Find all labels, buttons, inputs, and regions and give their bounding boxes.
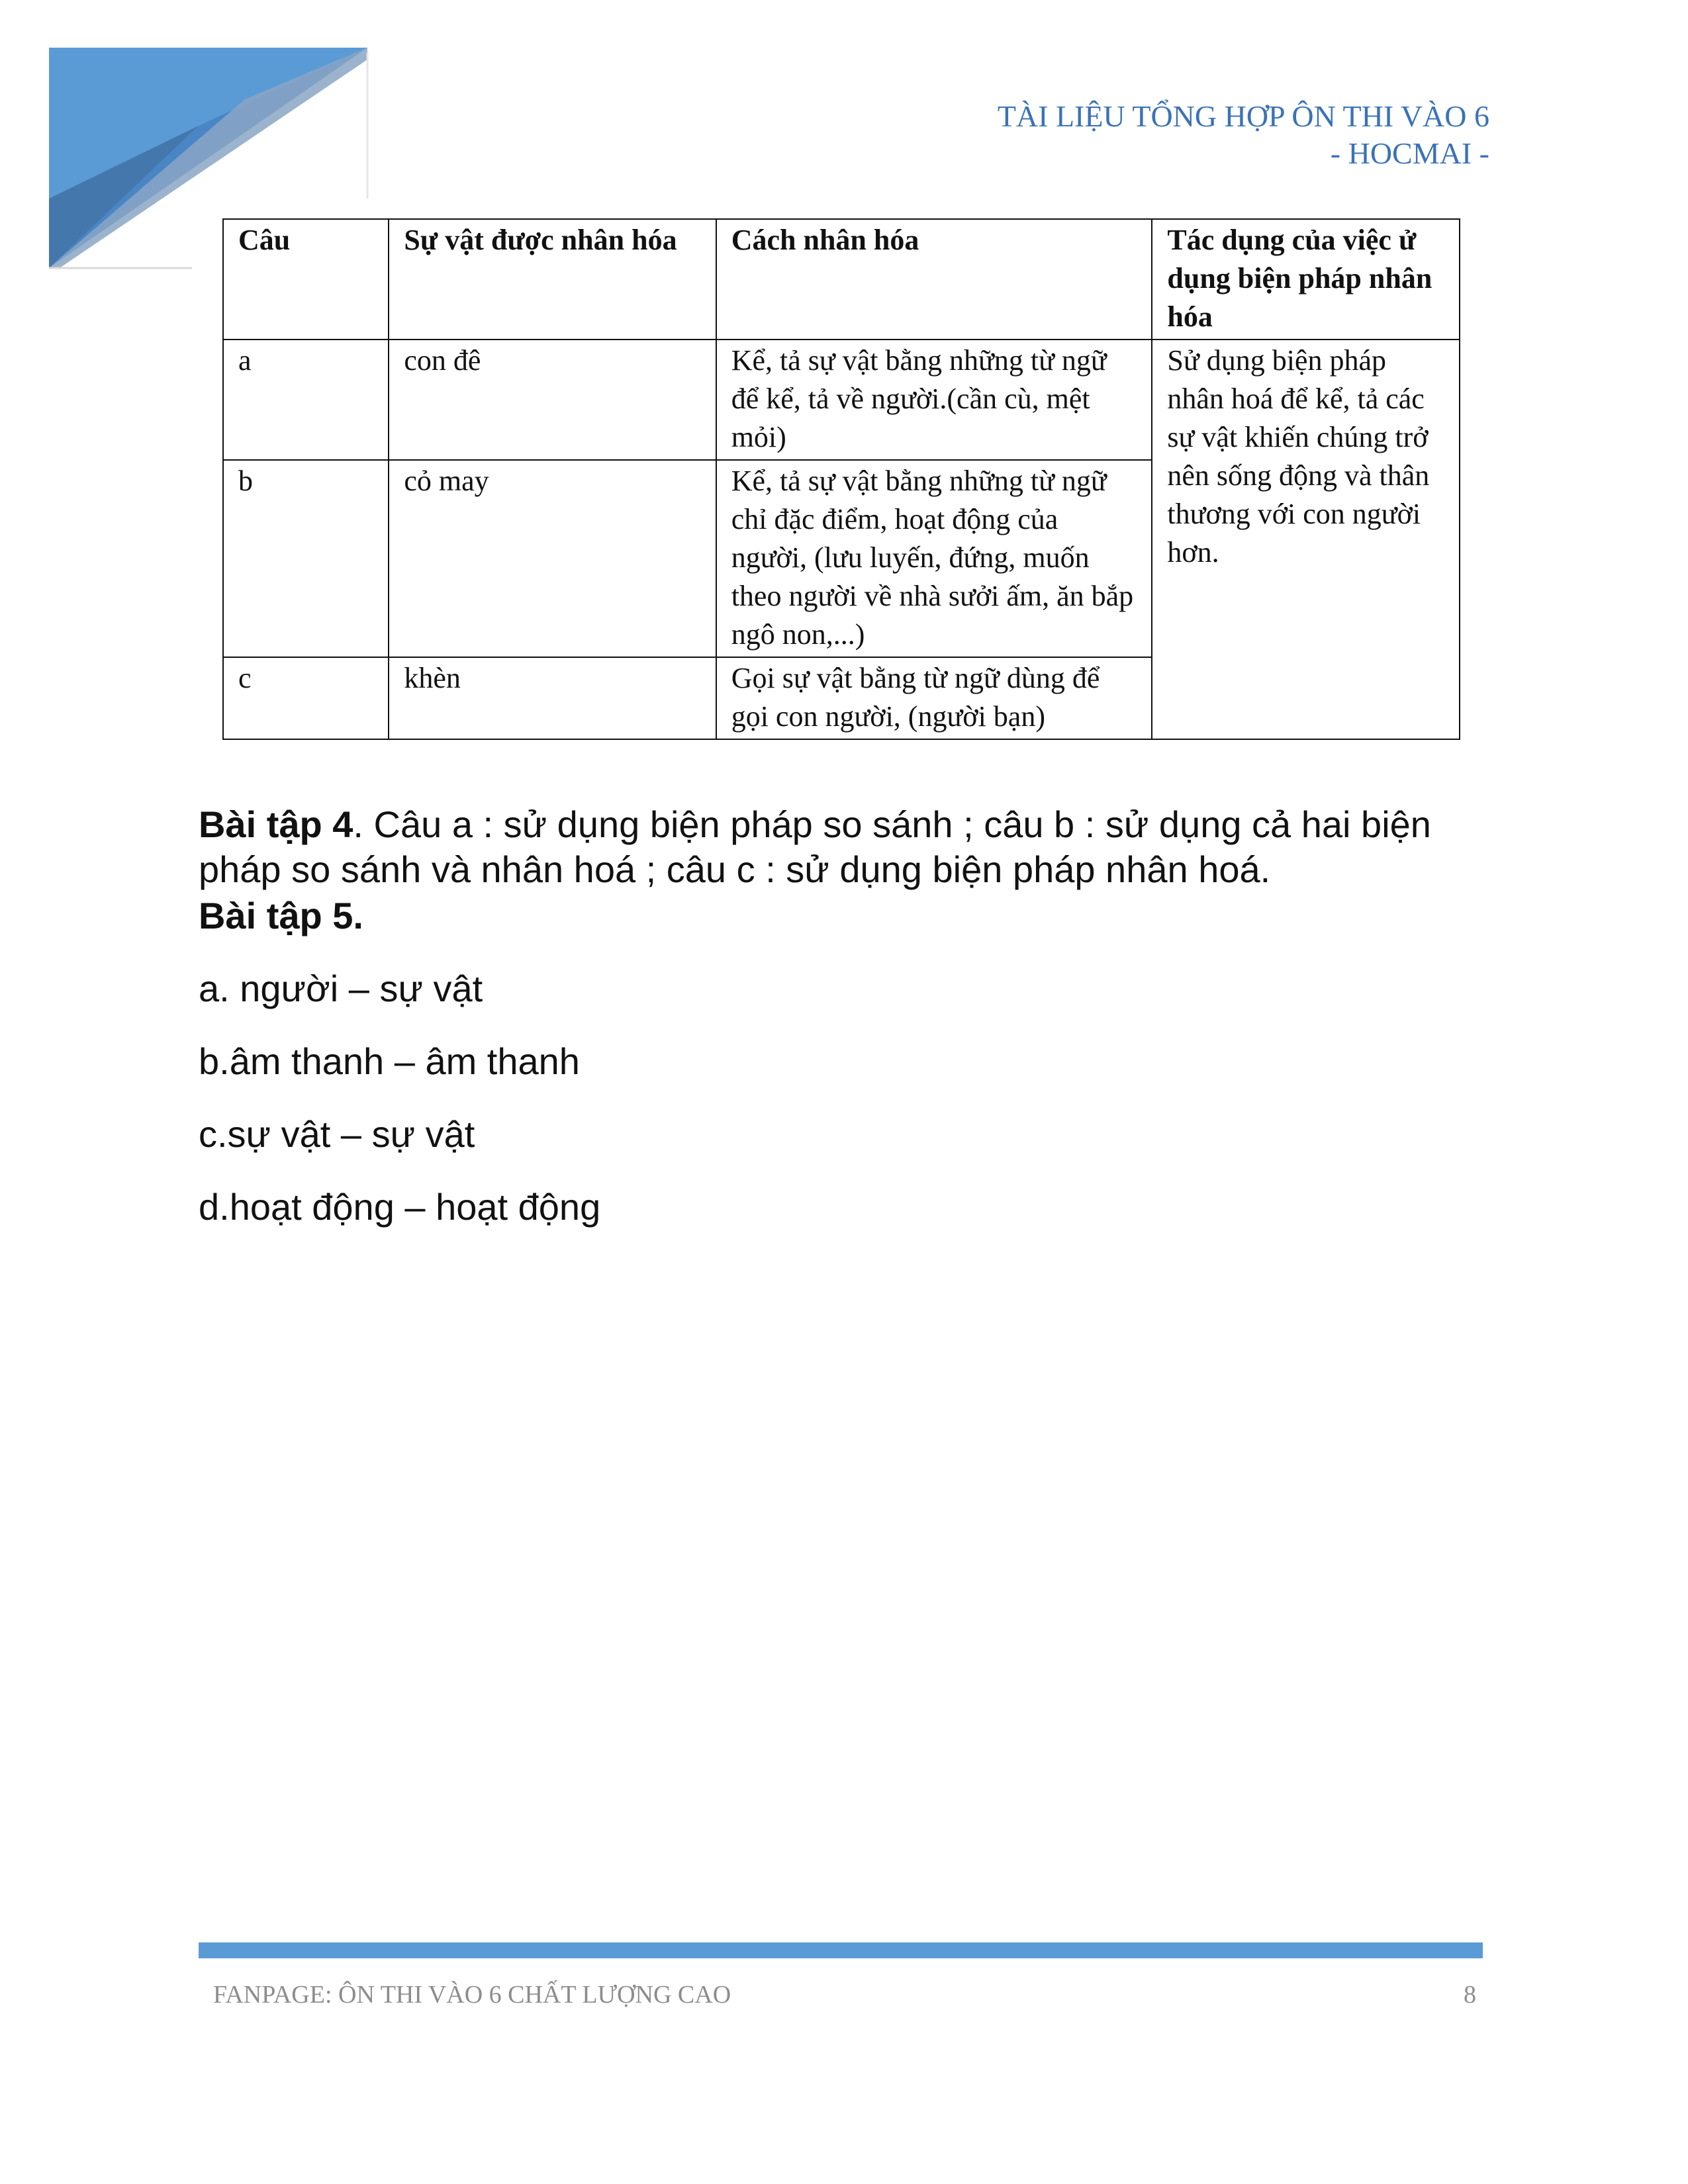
list-item: c.sự vật – sự vật — [199, 1113, 475, 1155]
cell-cau: c — [223, 657, 389, 739]
cell-cach: Gọi sự vật bằng từ ngữ dùng để gọi con người, (người bạn) — [716, 657, 1152, 739]
table-row — [223, 340, 1460, 460]
cell-su-vat: con đê — [389, 340, 716, 460]
header-cau: Câu — [223, 219, 389, 340]
exercise-4-text: . Câu a : sử dụng biện pháp so sánh ; câu b : sử dụng cả hai biện pháp so sánh và nhân hoá ; câu c : sử dụng biện pháp nhân hoá. — [199, 803, 1431, 890]
exercise-5-label: Bài tập 5. — [199, 895, 363, 936]
cell-su-vat: cỏ may — [389, 460, 716, 657]
header-tac-dung: Tác dụng của việc ử dụng biện pháp nhân hóa — [1152, 219, 1460, 340]
list-item: b.âm thanh – âm thanh — [199, 1040, 580, 1082]
cell-cach: Kể, tả sự vật bằng những từ ngữ chỉ đặc điểm, hoạt động của người, (lưu luyến, đứng, muốn theo người về nhà sưởi ấm, ăn bắp ngô non,...) — [716, 460, 1152, 657]
footer-divider — [199, 1942, 1483, 1958]
document-header — [998, 98, 1489, 172]
header-su-vat: Sự vật được nhân hóa — [389, 219, 716, 340]
answers-table — [222, 218, 1460, 740]
cell-cau: a — [223, 340, 389, 460]
exercise-section — [199, 802, 1496, 1230]
list-item: d.hoạt động – hoạt động — [199, 1186, 601, 1228]
cell-cau: b — [223, 460, 389, 657]
cell-tac-dung: Sử dụng biện pháp nhân hoá để kể, tả các sự vật khiến chúng trở nên sống động và thân thương với con người hơn. — [1152, 340, 1460, 739]
table-header-row — [223, 219, 1460, 340]
cell-su-vat: khèn — [389, 657, 716, 739]
page-number: 8 — [1464, 1981, 1476, 2009]
cell-cach: Kể, tả sự vật bằng những từ ngữ để kể, tả về người.(cần cù, mệt mỏi) — [716, 340, 1152, 460]
exercise-4-paragraph — [199, 802, 1496, 892]
exercise-4-label: Bài tập 4 — [199, 803, 353, 845]
footer-fanpage: FANPAGE: ÔN THI VÀO 6 CHẤT LƯỢNG CAO — [213, 1981, 731, 2009]
list-item: a. người – sự vật — [199, 968, 483, 1009]
header-title: TÀI LIỆU TỔNG HỢP ÔN THI VÀO 6 — [997, 99, 1489, 133]
header-subtitle: - HOCMAI - — [1330, 136, 1489, 170]
header-cach: Cách nhân hóa — [716, 219, 1152, 340]
